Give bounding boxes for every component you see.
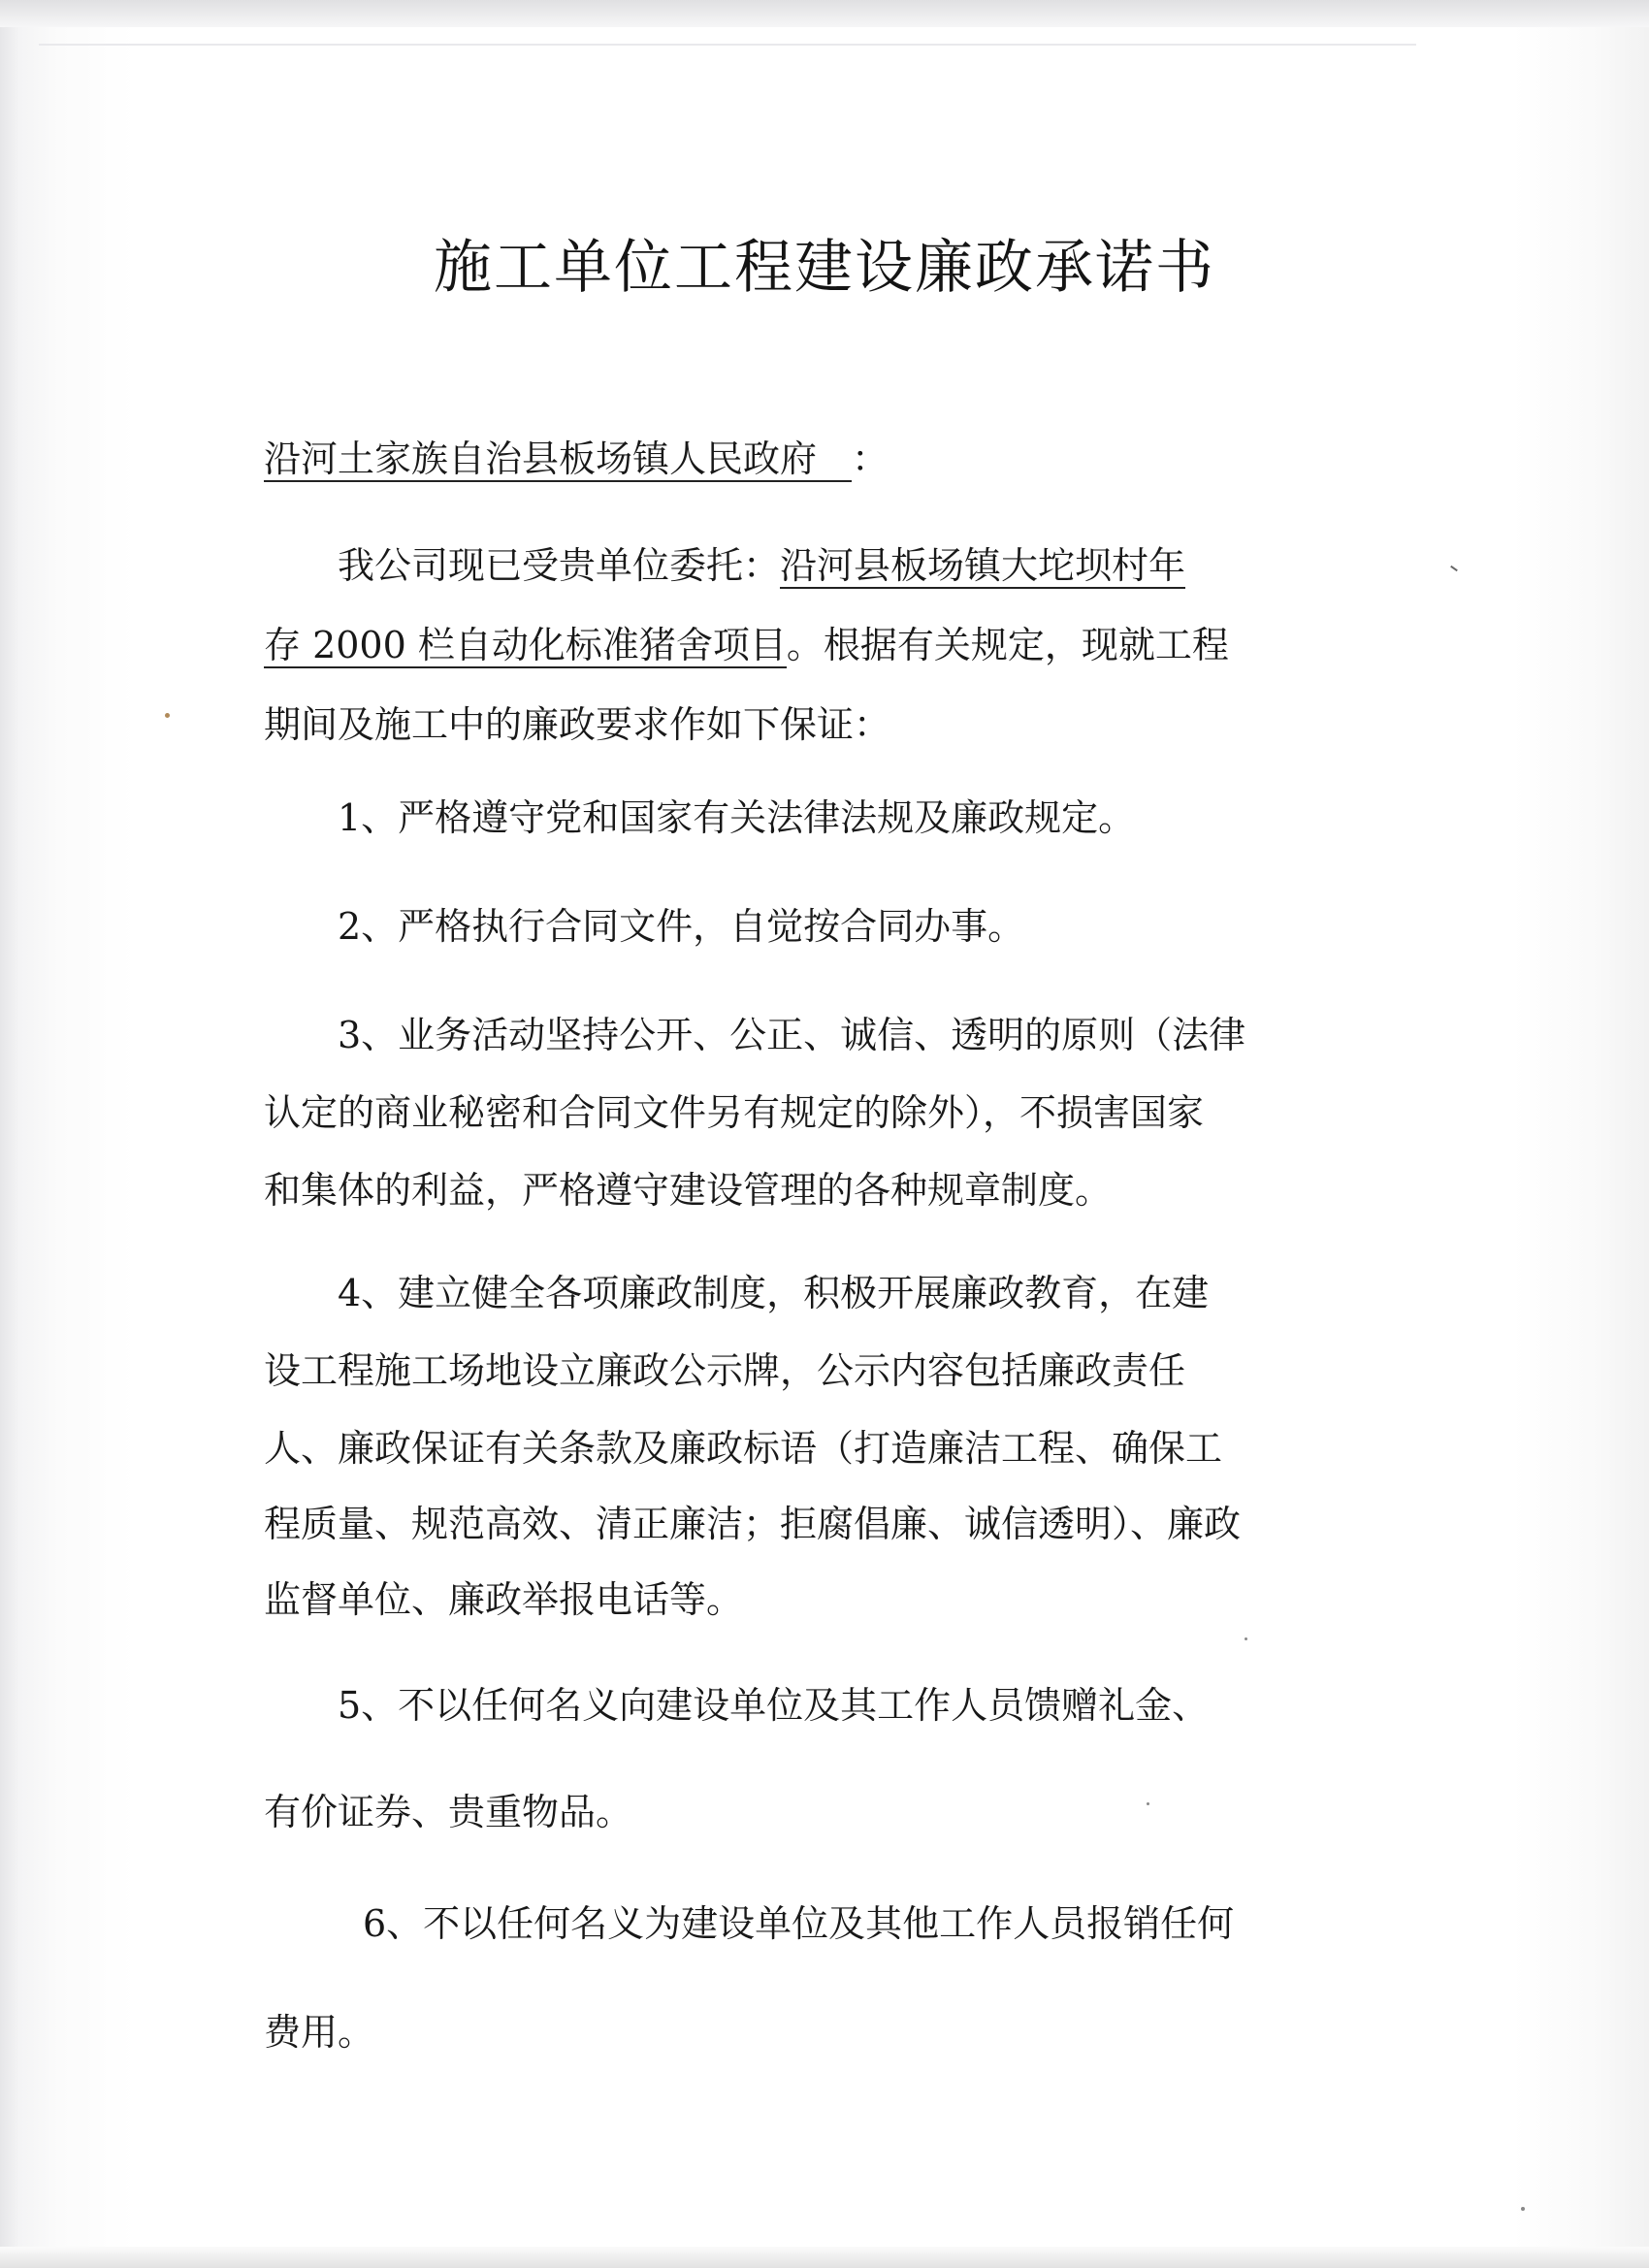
paper-fold-line: [39, 44, 1416, 46]
item-4-line-5: 监督单位、廉政举报电话等。: [264, 1578, 744, 1621]
intro-line-2: [264, 623, 1229, 667]
item-6-line-2: 费用。: [264, 2011, 375, 2054]
item-4-line-1: 4、建立健全各项廉政制度，积极开展廉政教育，在建: [338, 1272, 1210, 1314]
item-3-line-2: 认定的商业秘密和合同文件另有规定的除外），不损害国家: [264, 1091, 1205, 1134]
item-4-line-2: 设工程施工场地设立廉政公示牌，公示内容包括廉政责任: [264, 1349, 1186, 1392]
item-2-line-1: 2、严格执行合同文件，自觉按合同办事。: [338, 905, 1025, 948]
item-5-line-1: 5、不以任何名义向建设单位及其工作人员馈赠礼金、: [338, 1684, 1210, 1727]
scan-speck: [1245, 1637, 1247, 1640]
scan-speck: [1147, 1802, 1149, 1805]
intro-line-3: 期间及施工中的廉政要求作如下保证：: [264, 703, 891, 746]
item-1-line-1: 1、严格遵守党和国家有关法律法规及廉政规定。: [338, 796, 1136, 839]
item-4-line-3: 人、廉政保证有关条款及廉政标语（打造廉洁工程、确保工: [264, 1427, 1223, 1470]
scan-edge-bottom: [0, 2247, 1649, 2268]
item-5-line-2: 有价证券、贵重物品。: [264, 1791, 633, 1833]
addressee-name: 沿河土家族自治县板场镇人民政府: [264, 437, 852, 482]
intro-prefix: 我公司现已受贵单位委托：: [338, 544, 781, 587]
document-title: 施工单位工程建设廉政承诺书: [434, 234, 1215, 302]
project-name-part-1: 沿河县板场镇大坨坝村年: [780, 544, 1186, 587]
addressee-colon: ：: [852, 437, 889, 480]
item-6-line-1: 6、不以任何名义为建设单位及其他工作人员报销任何: [363, 1902, 1235, 1945]
item-4-line-4: 程质量、规范高效、清正廉洁；拒腐倡廉、诚信透明）、廉政: [264, 1503, 1242, 1545]
item-3-line-3: 和集体的利益，严格遵守建设管理的各种规章制度。: [264, 1169, 1113, 1212]
scan-speck: [165, 713, 170, 718]
scan-edge-top: [0, 0, 1649, 27]
intro-suffix: 。根据有关规定，现就工程: [786, 624, 1229, 666]
addressee-line: [264, 429, 889, 482]
intro-line-1: [338, 543, 1185, 588]
project-name-part-2: 存 2000 栏自动化标准猪舍项目: [264, 624, 787, 666]
scan-speck: [1521, 2207, 1525, 2211]
item-3-line-1: 3、业务活动坚持公开、公正、诚信、透明的原则（法律: [338, 1014, 1246, 1056]
